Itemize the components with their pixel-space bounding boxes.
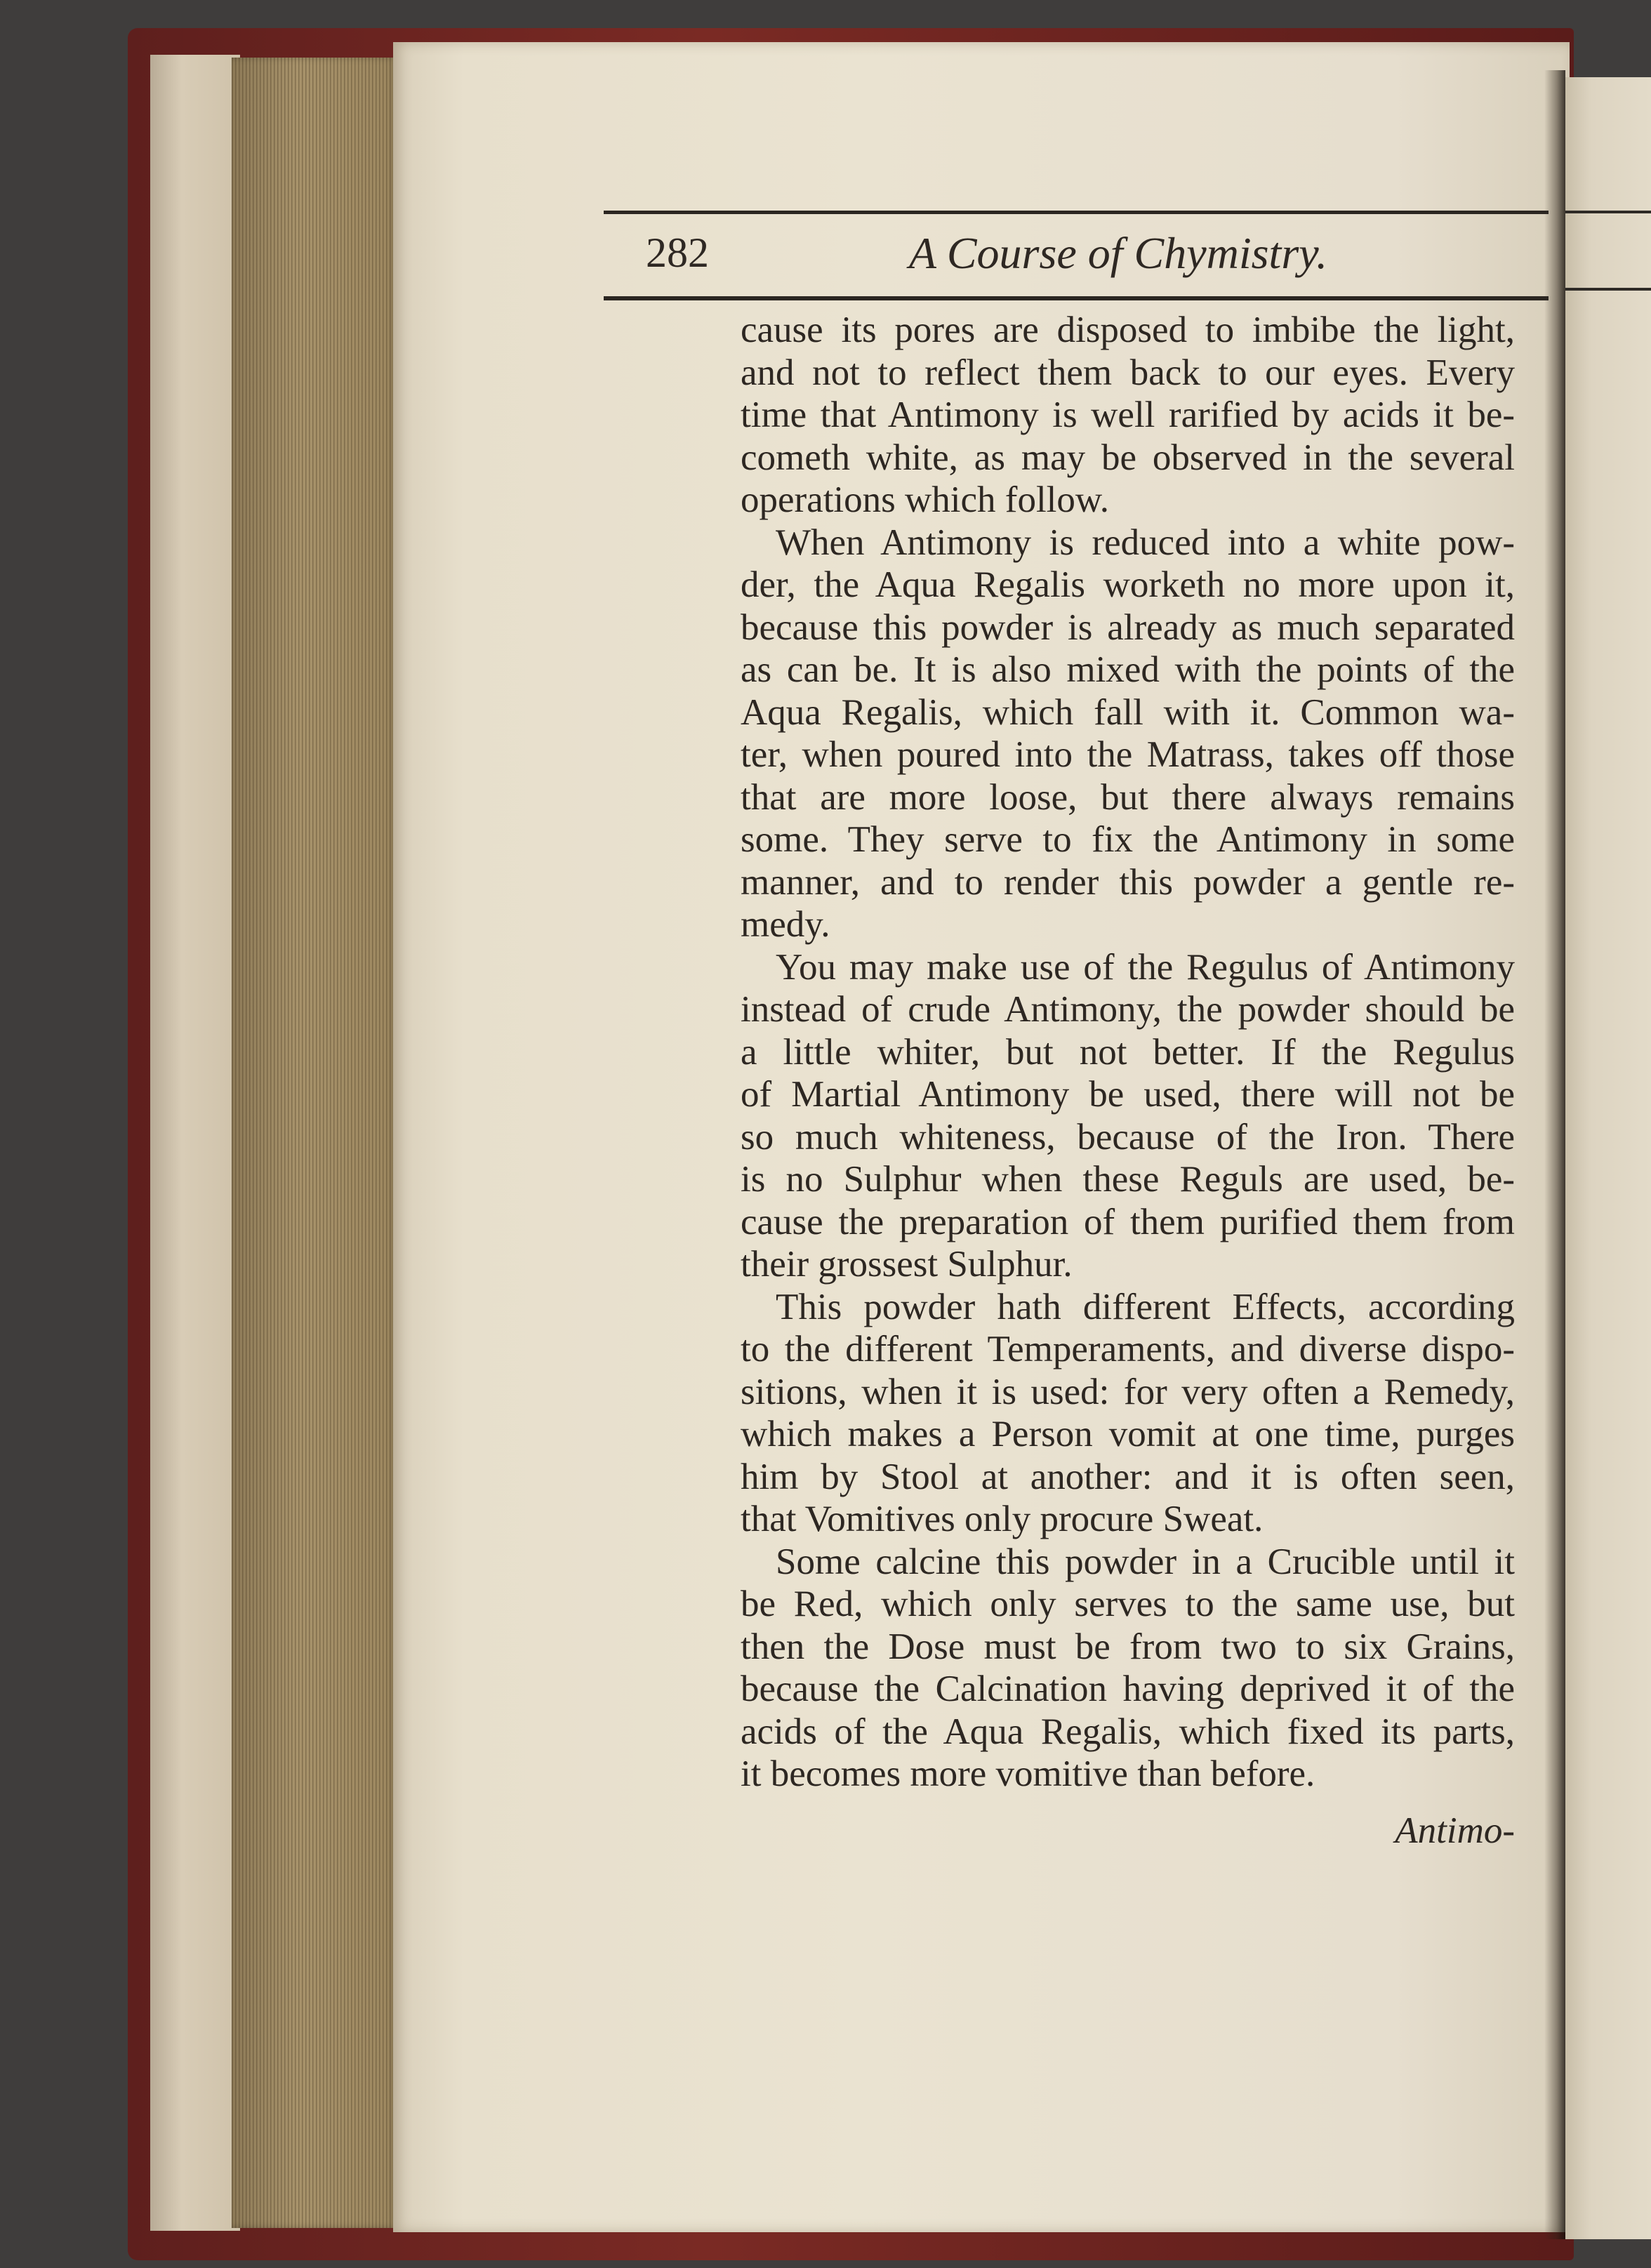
- text-line: as can be. It is also mixed with the points of the: [741, 649, 1515, 690]
- text-line: to the different Temperaments, and diverse dispo-: [741, 1329, 1515, 1370]
- text-line: der, the Aqua Regalis worketh no more upon it,: [741, 564, 1515, 605]
- text-line: be Red, which only serves to the same use, but: [741, 1584, 1515, 1624]
- text-line: some. They serve to fix the Antimony in some: [741, 819, 1515, 860]
- text-line: it becomes more vomitive than before.: [741, 1753, 1315, 1794]
- facing-page-rule: [1565, 211, 1651, 213]
- facing-page-edge: [1565, 77, 1651, 2239]
- text-line: that Vomitives only procure Sweat.: [741, 1499, 1264, 1539]
- body-text: [741, 309, 1515, 1852]
- text-line: of Martial Antimony be used, there will not be: [741, 1074, 1515, 1115]
- text-line: cause the preparation of them purified them from: [741, 1201, 1515, 1242]
- text-line: him by Stool at another: and it is often seen,: [741, 1456, 1515, 1497]
- catchword: Antimo-: [1395, 1810, 1515, 1851]
- text-line: which makes a Person vomit at one time, purges: [741, 1414, 1515, 1454]
- page-number: 282: [646, 230, 709, 276]
- text-line: because the Calcination having deprived it of the: [741, 1669, 1515, 1709]
- page-edges: [232, 58, 397, 2228]
- header-rule-bottom: [604, 296, 1549, 300]
- text-line: operations which follow.: [741, 479, 1109, 520]
- text-line: You may make use of the Regulus of Antimony: [776, 946, 1515, 988]
- facing-page-rule: [1565, 288, 1651, 291]
- gutter-shadow: [1544, 70, 1565, 2239]
- text-line: medy.: [741, 904, 830, 945]
- text-line: cometh white, as may be observed in the several: [741, 437, 1515, 478]
- text-line: Aqua Regalis, which fall with it. Common wa-: [741, 691, 1515, 733]
- endpaper: [150, 55, 240, 2231]
- text-line: because this powder is already as much separated: [741, 606, 1515, 648]
- text-line: cause its pores are disposed to imbibe the light,: [741, 310, 1515, 350]
- text-line: a little whiter, but not better. If the Regulus: [741, 1031, 1515, 1073]
- text-line: acids of the Aqua Regalis, which fixed its parts,: [741, 1711, 1515, 1752]
- text-line: This powder hath different Effects, according: [776, 1286, 1515, 1327]
- text-line: so much whiteness, because of the Iron. There: [741, 1116, 1515, 1158]
- text-line: instead of crude Antimony, the powder should be: [741, 989, 1515, 1030]
- text-line: time that Antimony is well rarified by acids it be-: [741, 394, 1515, 435]
- running-title: A Course of Chymistry.: [908, 228, 1328, 278]
- header-rule-top: [604, 211, 1549, 214]
- text-line: manner, and to render this powder a gentle re-: [741, 861, 1515, 903]
- text-line: is no Sulphur when these Reguls are used, be-: [741, 1159, 1515, 1200]
- text-line: ter, when poured into the Matrass, takes off those: [741, 734, 1515, 775]
- running-head: [604, 211, 1549, 302]
- text-line: and not to reflect them back to our eyes. Every: [741, 352, 1515, 393]
- text-line: sitions, when it is used: for very often a Remedy,: [741, 1371, 1515, 1412]
- text-line: then the Dose must be from two to six Grains,: [741, 1626, 1515, 1667]
- text-line: that are more loose, but there always remains: [741, 776, 1515, 818]
- text-line: their grossest Sulphur.: [741, 1244, 1073, 1285]
- text-line: When Antimony is reduced into a white pow-: [776, 522, 1515, 563]
- text-line: Some calcine this powder in a Crucible until it: [776, 1541, 1515, 1582]
